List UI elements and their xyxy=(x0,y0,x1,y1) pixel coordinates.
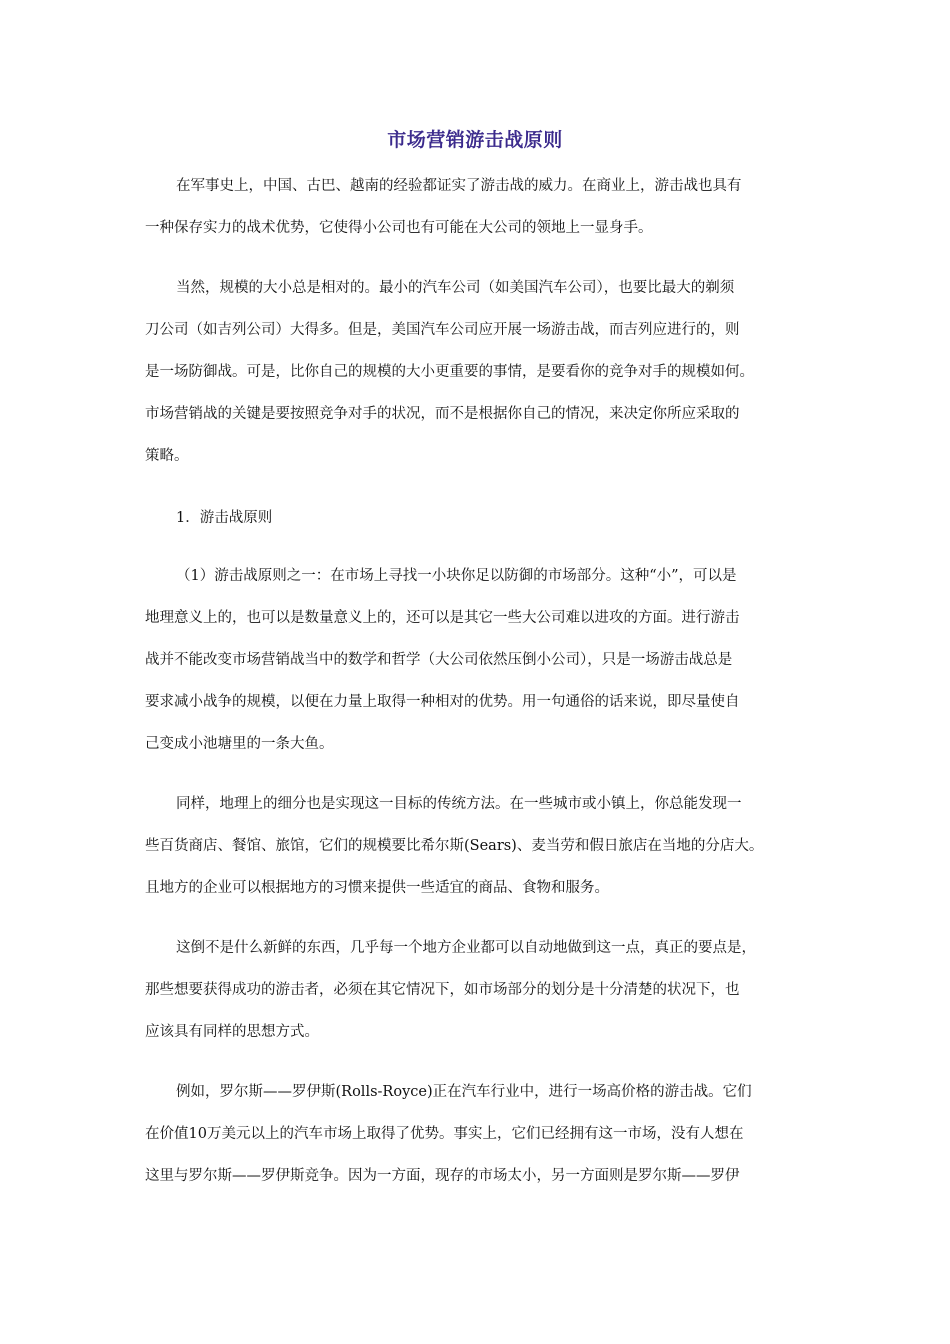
paragraph-4-line-1: 同样，地理上的细分也是实现这一目标的传统方法。在一些城市或小镇上，你总能发现一 xyxy=(176,796,742,812)
paragraph-2-line-5: 策略。 xyxy=(145,448,189,464)
paragraph-3-line-5: 己变成小池塘里的一条大鱼。 xyxy=(145,736,334,752)
paragraph-1-line-1: 在军事史上，中国、古巴、越南的经验都证实了游击战的威力。在商业上，游击战也具有 xyxy=(176,178,742,194)
paragraph-2-line-3: 是一场防御战。可是，比你自己的规模的大小更重要的事情，是要看你的竞争对手的规模如何。 xyxy=(145,364,754,380)
section-heading: 1．游击战原则 xyxy=(176,510,273,526)
paragraph-2-line-2: 刀公司（如吉列公司）大得多。但是，美国汽车公司应开展一场游击战，而吉列应进行的，则 xyxy=(145,322,740,338)
paragraph-3-line-2: 地理意义上的，也可以是数量意义上的，还可以是其它一些大公司难以进攻的方面。进行游击 xyxy=(145,610,740,626)
paragraph-4-line-2: 些百货商店、餐馆、旅馆，它们的规模要比希尔斯(Sears)、麦当劳和假日旅店在当地的分店大。 xyxy=(145,838,764,854)
paragraph-6-line-1: 例如，罗尔斯——罗伊斯(Rolls-Royce)正在汽车行业中，进行一场高价格的游击战。它们 xyxy=(176,1084,752,1100)
paragraph-1-line-2: 一种保存实力的战术优势，它使得小公司也有可能在大公司的领地上一显身手。 xyxy=(145,220,653,236)
document-title: 市场营销游击战原则 xyxy=(387,129,563,151)
paragraph-4-line-3: 且地方的企业可以根据地方的习惯来提供一些适宜的商品、食物和服务。 xyxy=(145,880,609,896)
paragraph-6-line-2: 在价值10万美元以上的汽车市场上取得了优势。事实上，它们已经拥有这一市场，没有人想在 xyxy=(145,1126,744,1142)
paragraph-6-line-3: 这里与罗尔斯——罗伊斯竞争。因为一方面，现存的市场太小，另一方面则是罗尔斯——罗伊 xyxy=(145,1168,740,1184)
paragraph-5-line-1: 这倒不是什么新鲜的东西，几乎每一个地方企业都可以自动地做到这一点，真正的要点是， xyxy=(176,940,756,956)
paragraph-3-line-4: 要求减小战争的规模，以便在力量上取得一种相对的优势。用一句通俗的话来说，即尽量使自 xyxy=(145,694,740,710)
paragraph-2-line-1: 当然，规模的大小总是相对的。最小的汽车公司（如美国汽车公司），也要比最大的剃须 xyxy=(176,280,735,296)
paragraph-3-line-1: （1）游击战原则之一：在市场上寻找一小块你足以防御的市场部分。这种“小”，可以是 xyxy=(176,568,737,584)
paragraph-5-line-3: 应该具有同样的思想方式。 xyxy=(145,1024,319,1040)
paragraph-5-line-2: 那些想要获得成功的游击者，必须在其它情况下，如市场部分的划分是十分清楚的状况下，也 xyxy=(145,982,740,998)
paragraph-3-line-3: 战并不能改变市场营销战当中的数学和哲学（大公司依然压倒小公司），只是一场游击战总是 xyxy=(145,652,733,668)
paragraph-2-line-4: 市场营销战的关键是要按照竞争对手的状况，而不是根据你自己的情况，来决定你所应采取的 xyxy=(145,406,740,422)
